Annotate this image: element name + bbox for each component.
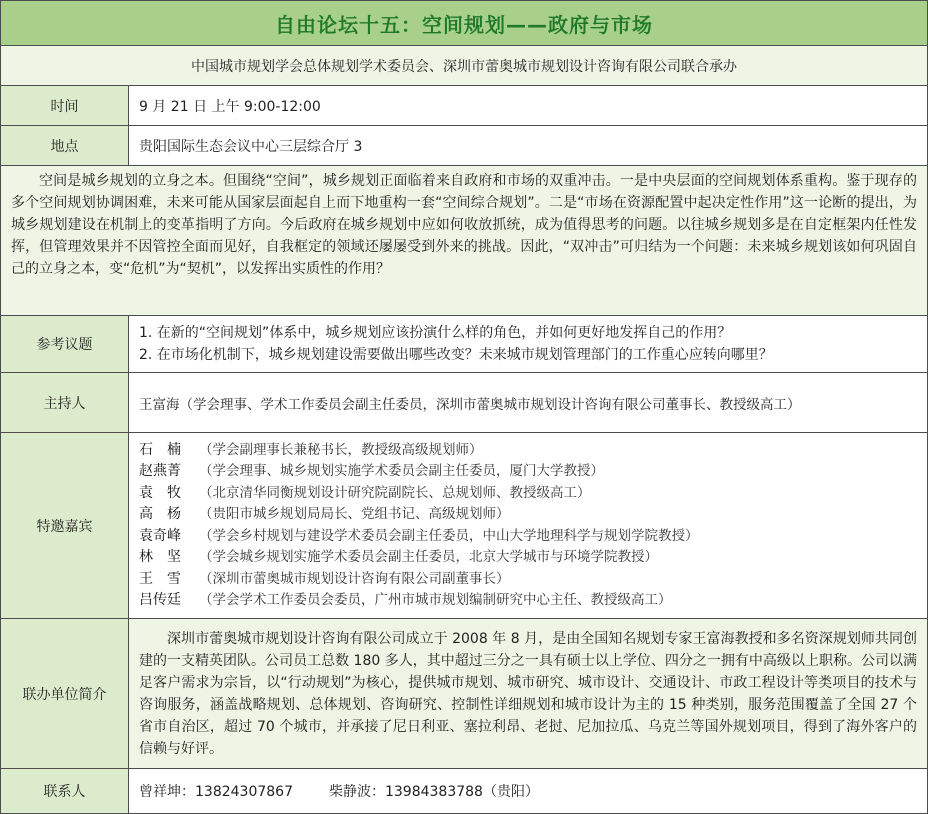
guest-name: 王 雪 — [139, 570, 181, 587]
venue-row — [1, 126, 927, 166]
co-organizer-text: 深圳市蕾奥城市规划设计咨询有限公司成立于 2008 年 8 月，是由全国知名规划专家王富海教授和多名资深规划师共同创建的一支精英团队。公司员工总数 180 多人，其中超过三分之一具有硕士以上学位、四分之一拥有中高级以上职称。公司以满足客户需求为宗旨，以“行动规划”为核心，提供城市规划、城市研究、城市设计、交通设计、市政工程设计等类项目的技术与咨询服务，涵盖战略规划、总体规划、咨询研究、控制性详细规划和城市设计为主的 15 种类别，服务范围覆盖了全国 27 个省市自治区，超过 70 个城市，并承接了尼日利亚、塞拉利昂、老挝、尼加拉瓜、乌克兰等国外规划项目，得到了海外客户的信赖与好评。 — [139, 630, 917, 757]
co-organizer-body — [129, 619, 927, 768]
host-label: 主持人 — [1, 373, 129, 432]
guest-role: （学会城乡规划实施学术委员会副主任委员，北京大学城市与环境学院教授） — [199, 549, 658, 565]
organizer-row — [1, 46, 927, 86]
time-value: 9 月 21 日 上午 9:00-12:00 — [129, 86, 927, 125]
topic-item: 1. 在新的“空间规划”体系中，城乡规划应该扮演什么样的角色，并如何更好地发挥自己的作用？ — [139, 325, 732, 341]
guest-name: 袁 牧 — [139, 484, 181, 501]
guest-role: （学会理事、城乡规划实施学术委员会副主任委员，厦门大学教授） — [199, 463, 604, 479]
guest-item — [139, 483, 917, 505]
time-label: 时间 — [1, 86, 129, 125]
guests-row — [1, 433, 927, 619]
guest-role: （学会乡村规划与建设学术委员会副主任委员，中山大学地理科学与规划学院教授） — [199, 527, 699, 544]
venue-value: 贵阳国际生态会议中心三层综合厅 3 — [129, 126, 927, 165]
guest-role: （学会副理事长兼秘书长，教授级高级规划师） — [199, 441, 483, 458]
co-organizer-row — [1, 619, 927, 769]
guest-name: 吕传廷 — [139, 592, 181, 608]
guest-role: （深圳市蕾奥城市规划设计咨询有限公司副董事长） — [199, 570, 510, 587]
guest-item — [139, 504, 917, 526]
guest-item — [139, 547, 917, 569]
guest-name: 袁奇峰 — [139, 527, 181, 544]
guests-list — [129, 433, 927, 618]
intro-row — [1, 166, 927, 316]
guests-label: 特邀嘉宾 — [1, 433, 129, 618]
guest-role: （北京清华同衡规划设计研究院副院长、总规划师、教授级高工） — [199, 484, 591, 501]
contacts-label: 联系人 — [1, 769, 129, 813]
guest-item — [139, 440, 917, 462]
page-title: 自由论坛十五：空间规划——政府与市场 — [275, 12, 653, 37]
contact-list — [139, 781, 917, 801]
guest-role: （学会学术工作委员会委员，广州市城市规划编制研究中心主任、教授级高工） — [199, 592, 672, 608]
guest-role: （贵阳市城乡规划局局长、党组书记、高级规划师） — [199, 506, 510, 522]
host-row — [1, 373, 927, 433]
guest-name: 林 坚 — [139, 549, 181, 565]
guest-item — [139, 526, 917, 548]
co-organizer-label: 联办单位简介 — [1, 619, 129, 768]
guest-item — [139, 461, 917, 483]
contacts-row — [1, 769, 927, 813]
contact-item: 柴静波：13984383788（贵阳） — [328, 784, 539, 800]
topics-row — [1, 316, 927, 373]
time-row — [1, 86, 927, 126]
contact-item: 曾祥坤：13824307867 — [139, 784, 293, 800]
venue-label: 地点 — [1, 126, 129, 165]
guest-item — [139, 590, 917, 612]
intro-text: 空间是城乡规划的立身之本。但围绕“空间”，城乡规划正面临着来自政府和市场的双重冲击。一是中央层面的空间规划体系重构。鉴于现存的多个空间规划协调困难，未来可能从国家层面起自上而下地重构一套“空间综合规划”。二是“市场在资源配置中起决定性作用”这一论断的提出，为城乡规划建设在机制上的变革指明了方向。今后政府在城乡规划中应如何收放抓统，成为值得思考的问题。以往城乡规划多是在自定框架内任性发挥，但管理效果并不因管控全面而见好，自我框定的领域还屡屡受到外来的挑战。因此，“双冲击”可归结为一个问题：未来城乡规划该如何巩固自己的立身之本，变“危机”为“契机”，以发挥出实质性的作用？ — [11, 173, 917, 277]
topics-label: 参考议题 — [1, 316, 129, 372]
guest-name: 高 杨 — [139, 506, 181, 522]
topics-list — [129, 316, 927, 372]
contacts-body — [129, 769, 927, 813]
guest-item — [139, 569, 917, 591]
host-value: 王富海（学会理事、学术工作委员会副主任委员，深圳市蕾奥城市规划设计咨询有限公司董事长、教授级高工） — [129, 373, 927, 432]
organizer-text: 中国城市规划学会总体规划学术委员会、深圳市蕾奥城市规划设计咨询有限公司联合承办 — [191, 58, 737, 75]
guest-name: 赵燕菁 — [139, 463, 181, 479]
topic-item: 2. 在市场化机制下，城乡规划建设需要做出哪些改变？未来城市规划管理部门的工作重心应转向哪里？ — [139, 347, 773, 363]
title-row — [1, 1, 927, 46]
guest-name: 石 楠 — [139, 441, 181, 458]
